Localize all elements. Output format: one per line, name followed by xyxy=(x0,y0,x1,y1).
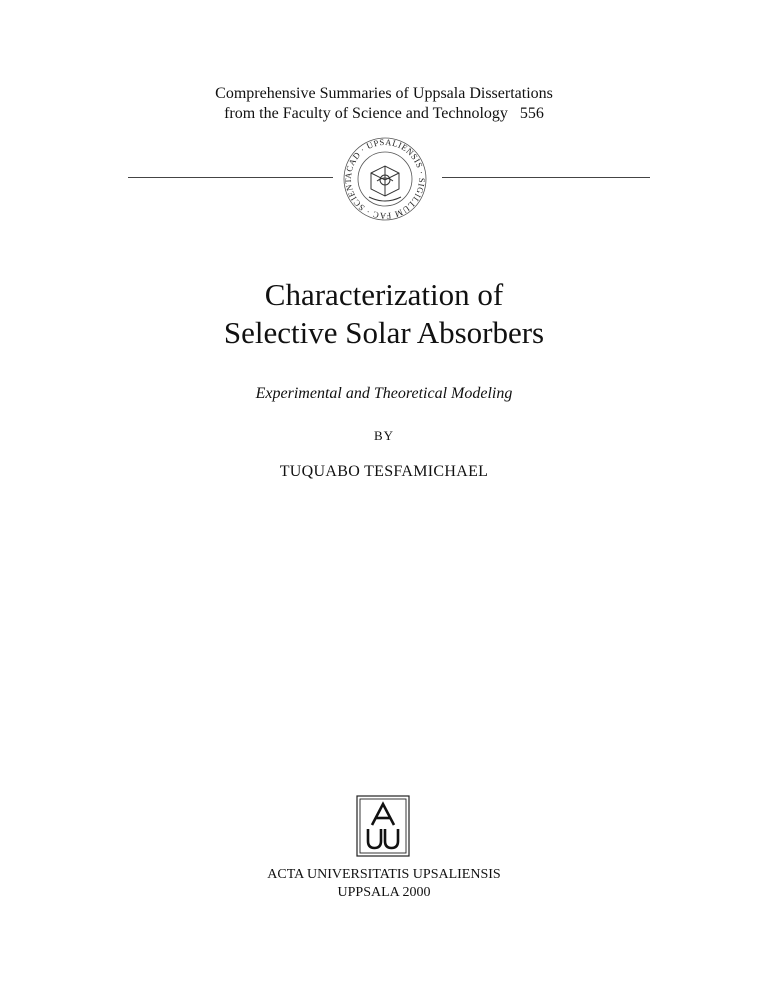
acta-uu-logo-icon xyxy=(356,795,410,857)
title-line-2: Selective Solar Absorbers xyxy=(223,315,545,350)
series-heading xyxy=(0,84,768,124)
left-divider-rule xyxy=(128,177,333,178)
publisher-line-2: UPPSALA 2000 xyxy=(337,885,431,900)
publisher-line-1: ACTA UNIVERSITATIS UPSALIENSIS xyxy=(267,867,501,882)
right-divider-rule xyxy=(442,177,650,178)
title-line-1: Characterization of xyxy=(264,277,504,312)
by-label: BY xyxy=(373,428,395,443)
dissertation-subtitle: Experimental and Theoretical Modeling xyxy=(255,385,513,402)
seal-ring-text: ACAD · UPSALIENSIS · SIGILLUM FAC · SCIENT xyxy=(342,136,428,222)
author-name: TUQUABO TESFAMICHAEL xyxy=(279,463,489,480)
university-seal-icon xyxy=(333,135,437,223)
seal-emblem xyxy=(369,166,401,201)
publisher-block xyxy=(0,866,768,902)
dissertation-title xyxy=(0,276,768,352)
series-line-1: Comprehensive Summaries of Uppsala Dissertations xyxy=(215,85,553,102)
series-line-2: from the Faculty of Science and Technology 556 xyxy=(224,105,544,122)
